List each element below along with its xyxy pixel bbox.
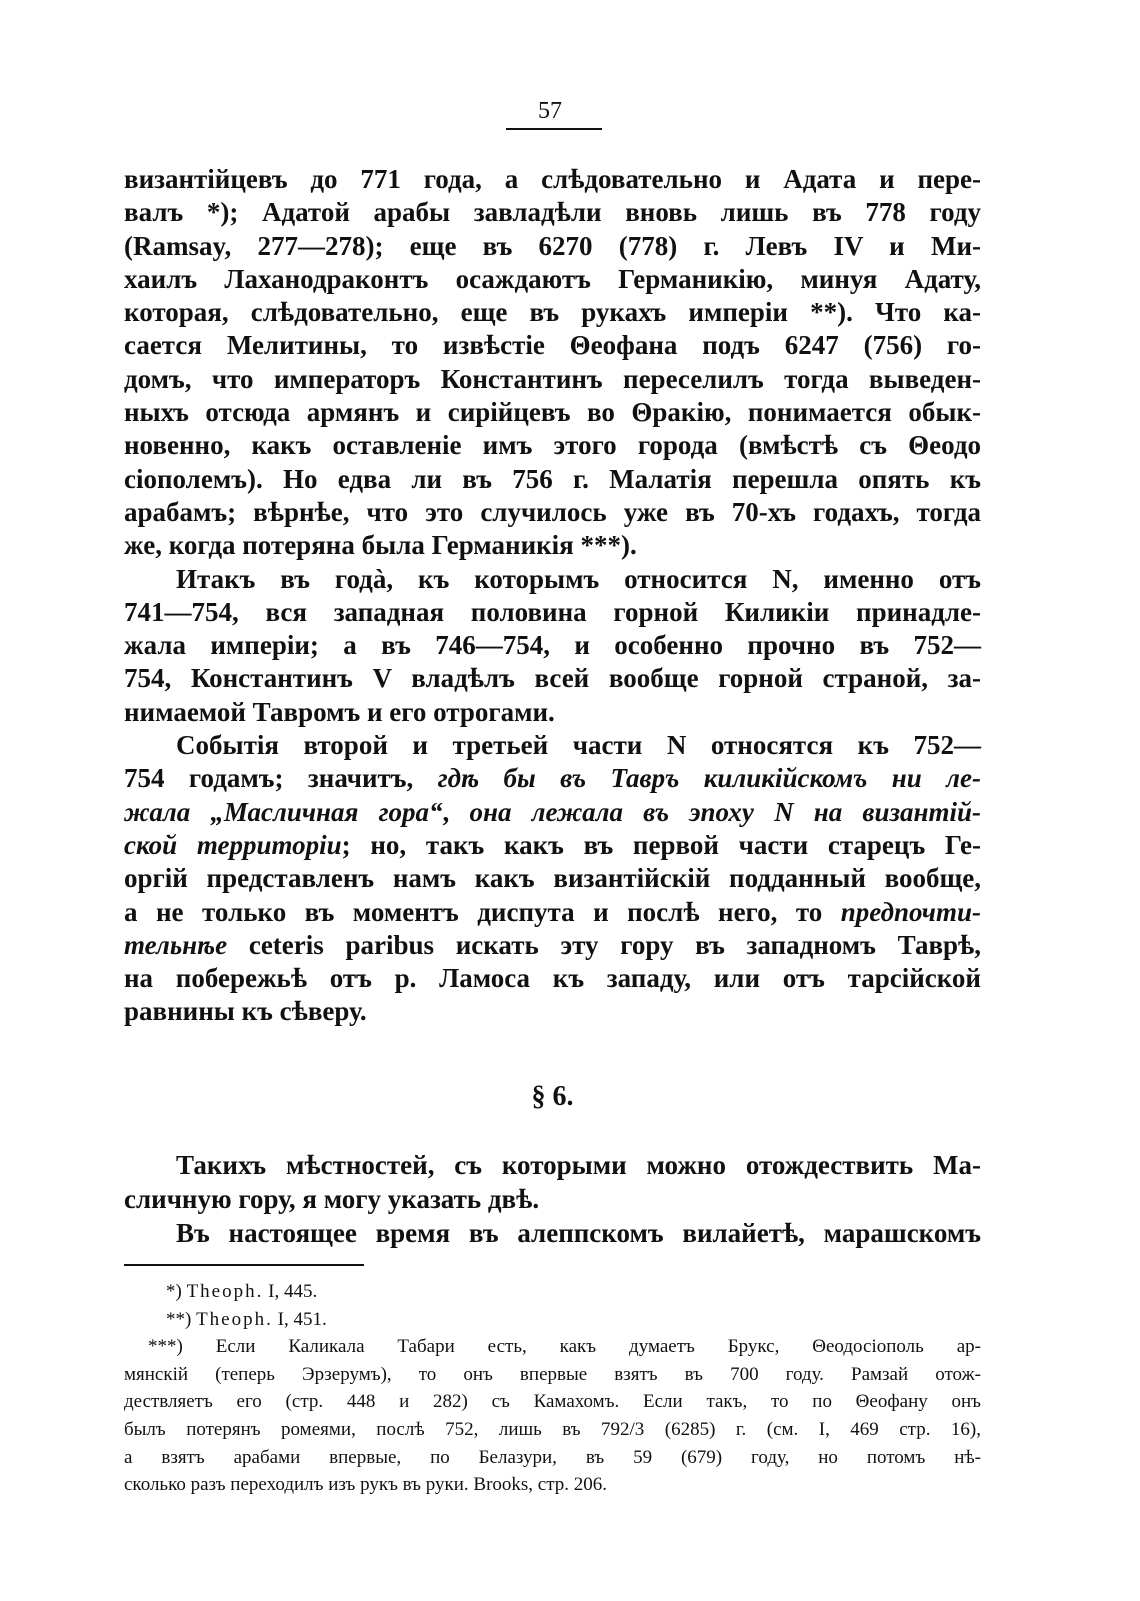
footnote-3-line: а взятъ арабами впервые, по Белазури, въ 59 (679) году, но потомъ нѣ- [124,1446,981,1468]
text-line: сличную гору, я могу указать двѣ. [124,1184,540,1214]
footnote-ref: I, 451. [272,1308,327,1330]
text-line [124,929,981,962]
footnote-author: Theoph. [196,1308,273,1330]
text-line: Итакъ въ годà, къ которымъ относится N, именно отъ [176,563,981,594]
text-line: сается Мелитины, то извѣстіе Θеофана подъ 6247 (756) го- [124,330,981,361]
text-line: жала имперіи; а въ 746—754, и особенно прочно въ 752— [124,630,981,661]
footnote-mark: **) [166,1308,197,1330]
footnote-2 [124,1306,981,1334]
text-run: ; но, такъ какъ въ первой части старецъ Ге- [341,829,982,860]
text-line: сіополемъ). Но едва ли въ 756 г. Малатія перешла опять къ [124,463,981,494]
italic-run: тельнѣе [124,929,228,960]
italic-run: ской территоріи [124,829,342,860]
page-number-rule [506,128,602,130]
section-heading: § 6. [531,1081,574,1112]
section-paragraph-1 [124,1148,981,1216]
text-line: 754, Константинъ V владѣлъ всей вообще горной страной, за- [124,663,981,694]
main-text [124,163,981,1029]
italic-run: предпочти- [840,896,981,927]
text-line: Событія второй и третьей части N относятся къ 752— [176,730,981,761]
footnote-rule [124,1264,364,1266]
footnotes [124,1278,981,1499]
text-line: новенно, какъ оставленіе имъ этого города (вмѣстѣ съ Θеодо [124,430,981,461]
footnote-1 [124,1278,981,1306]
text-line [124,796,981,829]
italic-run: она лежала въ эпоху N на византій- [469,796,981,827]
text-line: валъ *); Адатой арабы завладѣли вновь лишь въ 778 году [124,197,981,228]
text-line: 741—754, вся западная половина горной Киликіи принадле- [124,596,981,627]
text-line [124,896,981,929]
text-line: на побережьѣ отъ р. Ламоса къ западу, или отъ тарсійской [124,963,981,994]
footnote-mark: *) [166,1281,187,1302]
italic-run: гдѣ бы въ Тавръ киликійскомъ ни ле- [437,763,981,794]
text-line: (Ramsay, 277—278); еще въ 6270 (778) г. Левъ IV и Ми- [124,230,981,261]
text-line: хаилъ Лаханодраконтъ осаждаютъ Германикію, минуя Адату, [124,263,981,294]
text-run: , [442,796,470,827]
footnote-ref: I, 445. [263,1281,318,1302]
paragraph-2 [124,563,981,729]
footnote-author: Theoph. [186,1281,264,1302]
text-line: равнины къ сѣверу. [124,996,367,1027]
text-line [124,829,981,862]
text-line: арабамъ; вѣрнѣе, что это случилось уже въ 70-хъ годахъ, тогда [124,496,981,527]
text-line: домъ, что императоръ Константинъ переселилъ тогда выведен- [124,363,981,394]
page-number: 57 [538,98,562,124]
paragraph-1 [124,163,981,563]
italic-run: жала „Масличная гора“ [124,796,443,827]
text-line: ныхъ отсюда армянъ и сирійцевъ во Θракію, понимается обык- [124,397,981,428]
text-line: оргій представленъ намъ какъ византійскій подданный вообще, [124,863,981,894]
paragraph-3 [124,729,981,1029]
text-line: Такихъ мѣстностей, съ которыми можно отождествить Ма- [176,1150,981,1180]
text-line: византійцевъ до 771 года, а слѣдовательно и Адата и пере- [124,164,981,194]
footnote-3-line: былъ потерянъ ромеями, послѣ 752, лишь въ 792/3 (6285) г. (см. I, 469 стр. 16), [124,1418,981,1440]
footnote-3-line: ***) Если Каликала Табари есть, какъ думаетъ Брукс, Θеодосіополь ар- [148,1336,981,1358]
section-text [124,1148,981,1250]
text-run: а не только въ моментъ диспута и послѣ него, то [124,896,841,927]
text-line: Въ настоящее время въ алеппскомъ вилайетѣ, марашскомъ [176,1218,981,1248]
text-line: же, когда потеряна была Германикія ***). [124,530,637,561]
text-run: ceteris paribus искать эту гору въ западномъ Таврѣ, [227,929,981,960]
footnote-3-line: мянскій (теперь Эрзерумъ), то онъ впервые взятъ въ 700 году. Рамзай отож- [124,1363,981,1385]
text-run: 754 годамъ; значитъ, [124,763,438,794]
footnote-3-line: дествляетъ его (стр. 448 и 282) съ Камахомъ. Если такъ, то по Θеофану онъ [124,1391,981,1413]
text-line [124,762,981,795]
text-line: которая, слѣдовательно, еще въ рукахъ имперіи **). Что ка- [124,297,981,328]
section-paragraph-2 [124,1216,981,1250]
footnote-3-line: сколько разъ переходилъ изъ рукъ въ руки. Brooks, стр. 206. [124,1474,608,1496]
text-line: нимаемой Тавромъ и его отрогами. [124,696,555,727]
